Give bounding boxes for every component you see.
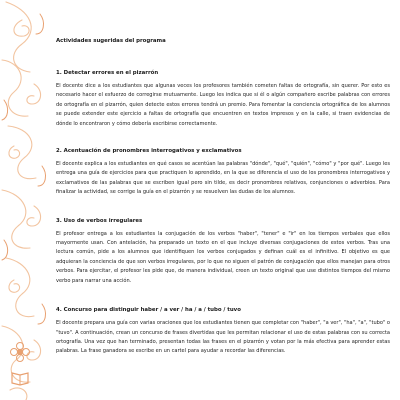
section-heading: 3. Uso de verbos irregulares (56, 217, 143, 224)
section-body: El docente prepara una guía con varias oraciones que los estudiantes tienen que completar con "haber", "a ver", "ha", "a", "tubo" o "tuvo". A continuación, crean un concurso de frases divertidas que les permitan relacionar el uso de estas palabras con su correcta ortografía. Una vez que han terminado, presentan todas las frases en el pizarrón y votan por la más efectiva para aprender estas palabras. La frase ganadora se escribe en un cartel para ayudar a recordar las diferencias. (56, 320, 390, 355)
document-content (56, 37, 390, 357)
section-1 (56, 69, 390, 129)
section-heading: 2. Acentuación de pronombres interrogativos y exclamativos (56, 148, 242, 155)
book-icon (12, 373, 28, 385)
section-body: El profesor entrega a los estudiantes la conjugación de los verbos "haber", "tener" e "ir" en los tiempos verbales que ellos mayormente usan. Con antelación, ha preparado un texto en el que incluye diversas conjugaciones de estos verbos. Tras una lectura común, pide a los alumnos que identifiquen los verbos conjugados y definan cuál es el infinitivo. El objetivo es que adquieran la conciencia de que son verbos irregulares, por lo que no siguen el patrón de conjugación que ellos manejan para otros verbos. Para ejercitar, el profesor les pide que, de manera individual, creen un texto original que use distintos tiempos del mismo verbo para narrar una acción. (56, 230, 390, 284)
flower-icon (11, 343, 30, 362)
section-heading: 1. Detectar errores en el pizarrón (56, 70, 159, 76)
section-heading: 4. Concurso para distinguir haber / a ver / ha / a / tubo / tuvo (56, 307, 241, 314)
section-body: El docente dice a los estudiantes que algunas veces los profesores también cometen faltas de ortografía, sin querer. Por esto es necesario hacer el esfuerzo de corregirse mutuamente. Luego les indica que si él o algún compañero escribe palabras con errores de ortografía en el pizarrón, quien detecte estos errores tendrá un premio. Para fomentar la conciencia ortográfica de los alumnos se puede extender este ejercicio a faltas de ortografía que encuentren en textos impresos y en la calle, si traen evidencias de dónde lo encontraron y cómo debería escribirse correctamente. (56, 83, 390, 127)
section-2 (56, 147, 390, 198)
page-title: Actividades sugeridas del programa (56, 38, 166, 44)
section-4 (56, 306, 390, 357)
decorative-swirl-border (0, 0, 50, 400)
section-body: El docente explica a los estudiantes en qué casos se acentúan las palabras "dónde", "qué", "quién", "cómo" y "por qué". Luego les entrega una guía de ejercicios para que practiquen lo aprendido, en la que se diferencia el uso de los pronombres interrogativos y exclamativos de las palabras que se escriben igual pero sin tilde, es decir pronombres relativos, conjunciones o adverbios. Para finalizar la actividad, se corrige la guía en el pizarrón y se resuelven las dudas de los alumnos. (56, 161, 390, 196)
section-3 (56, 217, 390, 286)
